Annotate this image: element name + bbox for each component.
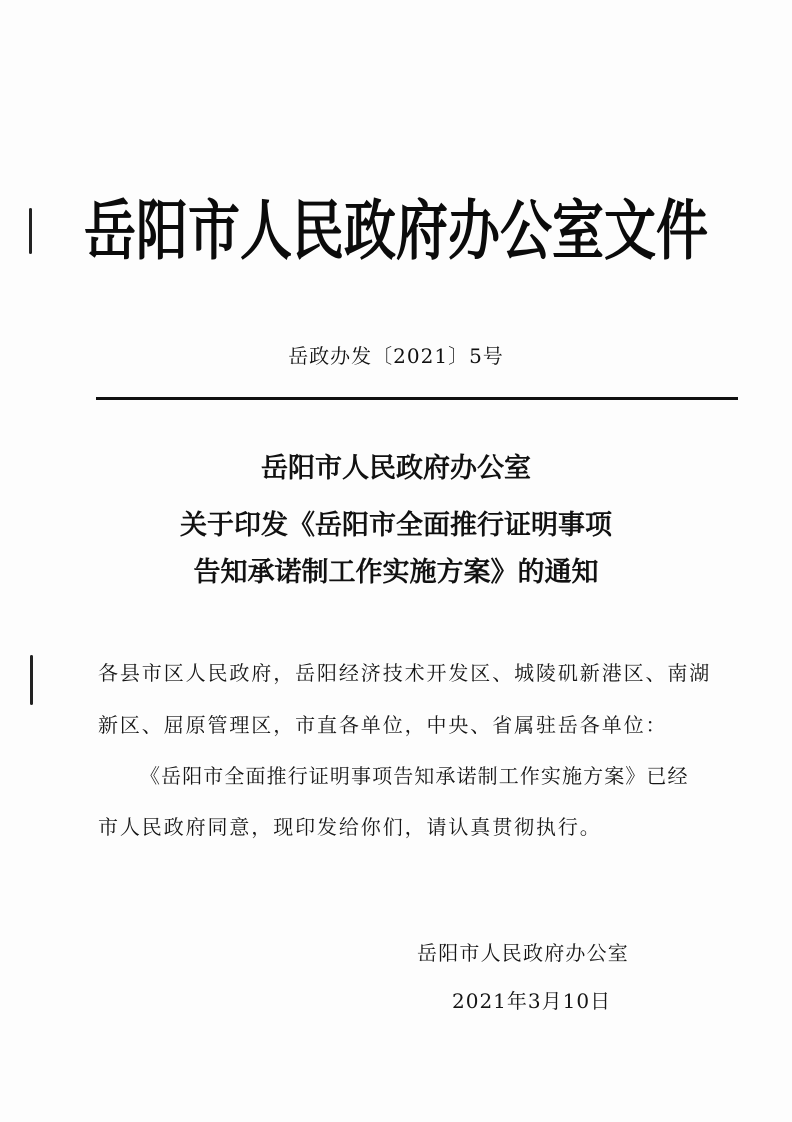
scan-margin-mark-middle — [30, 655, 33, 705]
recipients-line-2: 新区、屈原管理区，市直各单位，中央、省属驻岳各单位： — [98, 713, 668, 737]
notice-title-line-1: 岳阳市人民政府办公室 — [261, 453, 531, 484]
body-content-line-2: 市人民政府同意，现印发给你们，请认真贯彻执行。 — [98, 815, 602, 839]
document-header-title: 岳阳市人民政府办公室文件 — [83, 194, 708, 270]
body-content-line-1: 《岳阳市全面推行证明事项告知承诺制工作实施方案》已经 — [140, 764, 689, 788]
issue-date: 2021年3月10日 — [452, 989, 612, 1013]
header-divider-line — [96, 397, 738, 400]
notice-title-line-3: 告知承诺制工作实施方案》的通知 — [193, 557, 599, 588]
notice-title-line-2: 关于印发《岳阳市全面推行证明事项 — [180, 510, 612, 541]
issuer-signature: 岳阳市人民政府办公室 — [417, 941, 629, 965]
document-number: 岳政办发〔2021〕5号 — [288, 344, 504, 368]
recipients-line-1: 各县市区人民政府，岳阳经济技术开发区、城陵矶新港区、南湖 — [98, 661, 712, 685]
